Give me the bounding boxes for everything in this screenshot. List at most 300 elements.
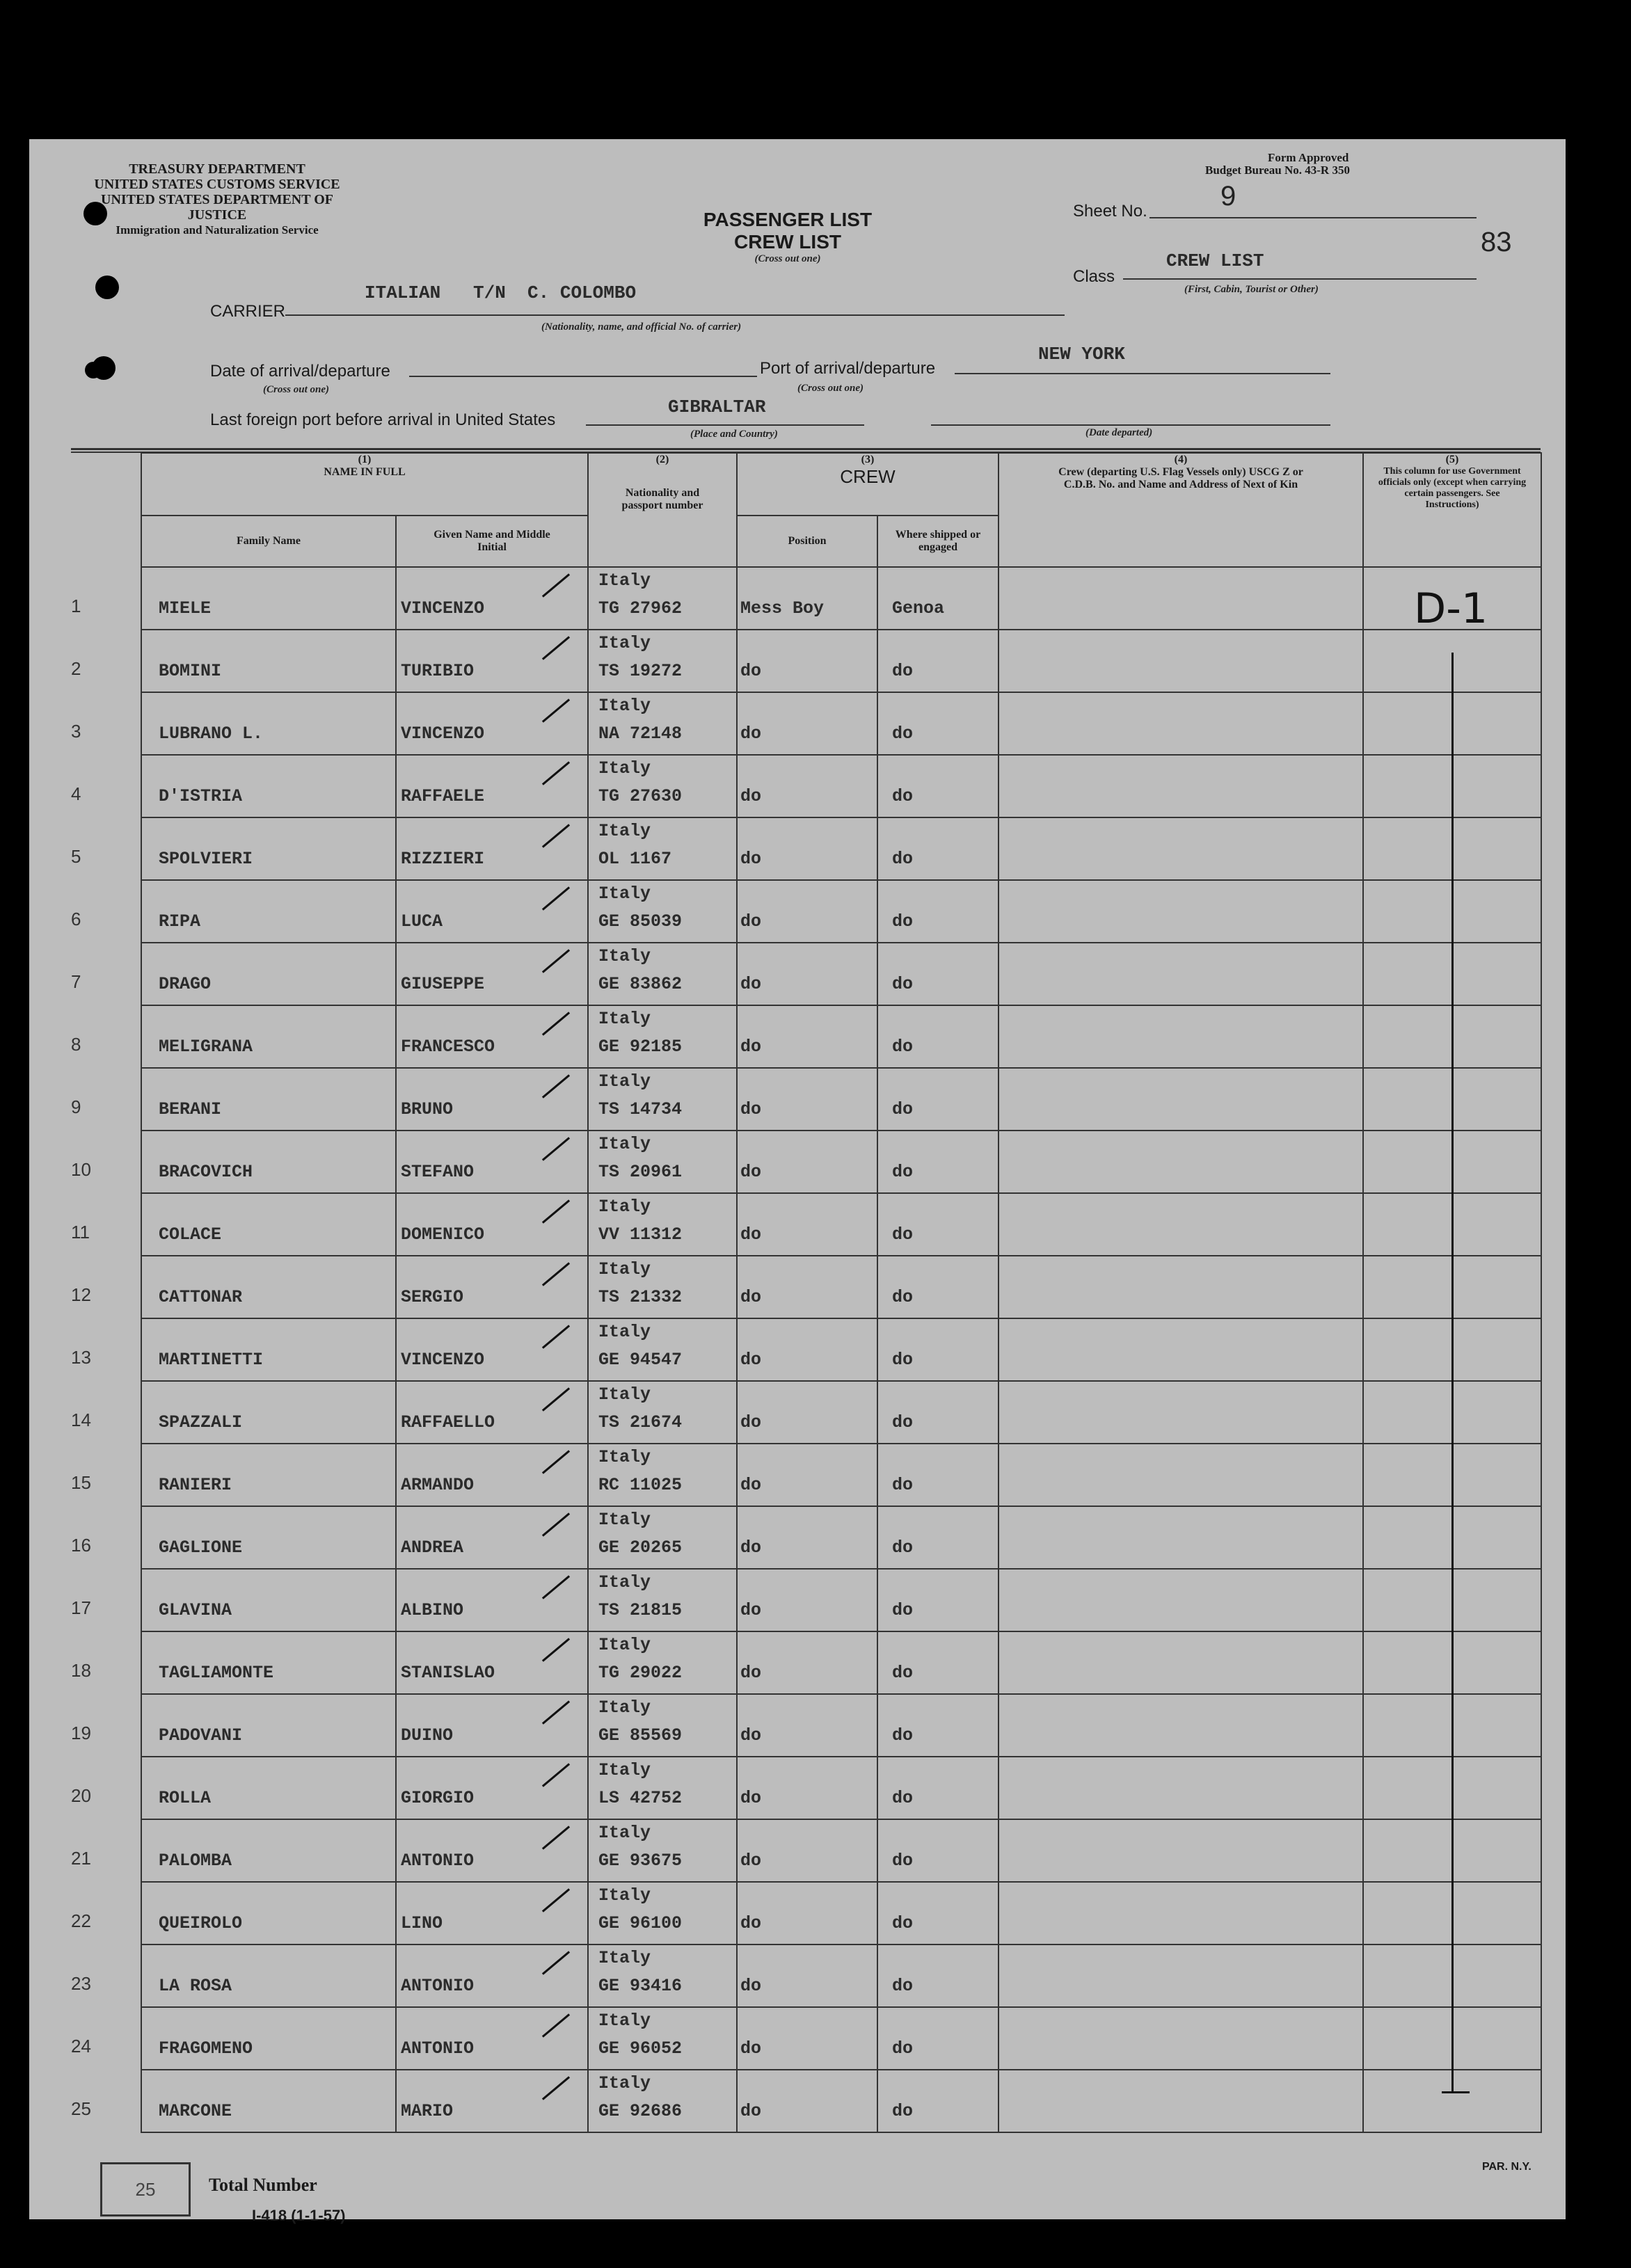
- family-name: RIPA: [159, 911, 201, 932]
- family-name-cell: [71, 1944, 396, 2007]
- sheet-label: Sheet No.: [1073, 202, 1147, 221]
- nationality: Italy: [598, 1322, 651, 1342]
- table-row: [141, 1318, 1541, 1381]
- position-cell: [737, 1193, 877, 1256]
- table-row: [141, 2070, 1541, 2132]
- check-mark-icon: [542, 1325, 570, 1348]
- last-port-value: GIBRALTAR: [668, 397, 766, 417]
- position-cell: [737, 692, 877, 755]
- family-name-cell: [71, 692, 396, 755]
- nationality-cell: [588, 1944, 737, 2007]
- check-mark-icon: [542, 2013, 570, 2037]
- table-row: [141, 630, 1541, 692]
- given-name: DOMENICO: [401, 1224, 485, 1245]
- carrier-note: (Nationality, name, and official No. of carrier): [541, 321, 742, 333]
- where-shipped-cell: [877, 1882, 999, 1944]
- check-mark-icon: [542, 636, 570, 660]
- where-shipped-cell: [877, 1193, 999, 1256]
- position: do: [740, 1350, 762, 1370]
- nationality: Italy: [598, 2073, 651, 2093]
- column-4-number: (4): [1174, 454, 1188, 465]
- position-cell: [737, 630, 877, 692]
- family-name-cell: [71, 2007, 396, 2070]
- nationality: Italy: [598, 821, 651, 841]
- where-shipped: do: [892, 786, 914, 806]
- check-mark-icon: [542, 1262, 570, 1286]
- family-name: LUBRANO L.: [159, 724, 264, 744]
- family-name: CATTONAR: [159, 1287, 243, 1307]
- family-name: BERANI: [159, 1099, 222, 1119]
- column-3-header: [737, 453, 999, 516]
- where-shipped: do: [892, 1725, 914, 1746]
- position: do: [740, 911, 762, 932]
- row-number: 3: [71, 721, 81, 742]
- position: do: [740, 1162, 762, 1182]
- passport-number: GE 93416: [598, 1976, 683, 1996]
- annotation-line: [1451, 653, 1454, 2093]
- agency-line-3: UNITED STATES DEPARTMENT OF JUSTICE: [101, 192, 333, 223]
- where-shipped-cell: [877, 943, 999, 1005]
- arrival-note: (Cross out one): [263, 384, 330, 395]
- given-name: TURIBIO: [401, 661, 475, 681]
- arrival-label: Date of arrival/departure: [210, 362, 390, 381]
- given-name: DUINO: [401, 1725, 454, 1746]
- nationality-cell: [588, 880, 737, 943]
- form-approved-line-2: Budget Bureau No. 43-R 350: [1205, 163, 1350, 177]
- where-shipped-cell: [877, 630, 999, 692]
- title-crew-list: CREW LIST: [734, 231, 841, 253]
- table-row: [141, 1882, 1541, 1944]
- column-4-header: [999, 453, 1363, 567]
- nationality-cell: [588, 567, 737, 630]
- nationality-cell: [588, 2070, 737, 2132]
- family-name-header: Family Name: [141, 516, 396, 567]
- nationality: Italy: [598, 1760, 651, 1780]
- passport-number: TS 19272: [598, 661, 683, 681]
- nationality: Italy: [598, 696, 651, 716]
- position: do: [740, 661, 762, 681]
- nationality-cell: [588, 1569, 737, 1631]
- row-number: 20: [71, 1785, 91, 1806]
- date-departed-note: (Date departed): [1085, 427, 1153, 438]
- position: do: [740, 1412, 762, 1432]
- class-note: (First, Cabin, Tourist or Other): [1184, 284, 1319, 295]
- row-number: 9: [71, 1096, 81, 1117]
- family-name-cell: [71, 943, 396, 1005]
- nationality: Italy: [598, 633, 651, 653]
- family-name: RANIERI: [159, 1475, 232, 1495]
- position-cell: [737, 1131, 877, 1193]
- family-name-cell: [71, 1193, 396, 1256]
- next-of-kin-cell: [999, 692, 1363, 755]
- given-name-header: Given Name and Middle Initial: [396, 516, 588, 567]
- nationality-cell: [588, 1506, 737, 1569]
- column-1-title: NAME IN FULL: [324, 466, 406, 478]
- row-number: 23: [71, 1973, 91, 1994]
- column-5-header: [1363, 453, 1541, 567]
- family-name-cell: [71, 1256, 396, 1318]
- passport-number: TS 21674: [598, 1412, 683, 1432]
- row-number: 7: [71, 971, 81, 992]
- family-name: BOMINI: [159, 661, 222, 681]
- position: do: [740, 1851, 762, 1871]
- given-name: RAFFAELE: [401, 786, 485, 806]
- passport-number: OL 1167: [598, 849, 672, 869]
- where-shipped-cell: [877, 1631, 999, 1694]
- port-value: NEW YORK: [1038, 344, 1125, 365]
- column-1-number: (1): [358, 454, 372, 465]
- where-shipped: do: [892, 1162, 914, 1182]
- check-mark-icon: [542, 1700, 570, 1724]
- form-title: [655, 209, 920, 265]
- given-name-cell: [396, 692, 588, 755]
- family-name: SPAZZALI: [159, 1412, 243, 1432]
- family-name: PADOVANI: [159, 1725, 243, 1746]
- row-number: 8: [71, 1034, 81, 1055]
- column-2-title: Nationality and passport number: [621, 487, 703, 511]
- row-number: 16: [71, 1535, 91, 1556]
- position-cell: [737, 2070, 877, 2132]
- where-shipped: do: [892, 1350, 914, 1370]
- given-name: RAFFAELLO: [401, 1412, 495, 1432]
- check-mark-icon: [542, 1012, 570, 1035]
- next-of-kin-cell: [999, 1005, 1363, 1068]
- where-shipped-cell: [877, 1569, 999, 1631]
- family-name: DRAGO: [159, 974, 212, 994]
- where-shipped-cell: [877, 1381, 999, 1444]
- row-number: 5: [71, 846, 81, 867]
- given-name-cell: [396, 1569, 588, 1631]
- agency-line-1: TREASURY DEPARTMENT: [129, 161, 305, 177]
- table-row: [141, 1005, 1541, 1068]
- passport-number: TG 29022: [598, 1663, 683, 1683]
- next-of-kin-cell: [999, 880, 1363, 943]
- check-mark-icon: [542, 824, 570, 847]
- next-of-kin-cell: [999, 1819, 1363, 1882]
- table-row: [141, 1631, 1541, 1694]
- total-number-label: Total Number: [209, 2175, 317, 2195]
- where-shipped: do: [892, 1913, 914, 1933]
- table-row: [141, 943, 1541, 1005]
- position-cell: [737, 1757, 877, 1819]
- nationality: Italy: [598, 1071, 651, 1092]
- nationality-cell: [588, 1005, 737, 1068]
- where-shipped-cell: [877, 1068, 999, 1131]
- where-shipped: do: [892, 661, 914, 681]
- given-name: ALBINO: [401, 1600, 464, 1620]
- given-name-cell: [396, 630, 588, 692]
- check-mark-icon: [542, 1951, 570, 1974]
- where-shipped: do: [892, 1538, 914, 1558]
- row-number: 17: [71, 1597, 91, 1618]
- row-number: 22: [71, 1910, 91, 1931]
- passport-number: GE 96052: [598, 2038, 683, 2059]
- table-row: [141, 567, 1541, 630]
- where-shipped-cell: [877, 1944, 999, 2007]
- check-mark-icon: [542, 1826, 570, 1849]
- family-name: LA ROSA: [159, 1976, 232, 1996]
- given-name: ANTONIO: [401, 1851, 475, 1871]
- nationality-cell: [588, 1882, 737, 1944]
- family-name-cell: [71, 630, 396, 692]
- agency-header: [78, 161, 356, 238]
- next-of-kin-cell: [999, 1506, 1363, 1569]
- position: do: [740, 1788, 762, 1808]
- where-shipped-cell: [877, 2007, 999, 2070]
- row-number: 19: [71, 1723, 91, 1743]
- passport-number: GE 92686: [598, 2101, 683, 2121]
- position-cell: [737, 1068, 877, 1131]
- check-mark-icon: [542, 886, 570, 910]
- nationality: Italy: [598, 1885, 651, 1906]
- last-port-note: (Place and Country): [690, 429, 778, 440]
- next-of-kin-cell: [999, 2070, 1363, 2132]
- given-name-cell: [396, 1506, 588, 1569]
- given-name: GIUSEPPE: [401, 974, 485, 994]
- printer-mark: PAR. N.Y.: [1482, 2161, 1531, 2173]
- table-row: [141, 692, 1541, 755]
- family-name-cell: [71, 880, 396, 943]
- class-value: CREW LIST: [1166, 250, 1264, 271]
- given-name-cell: [396, 1694, 588, 1757]
- nationality: Italy: [598, 946, 651, 966]
- check-mark-icon: [542, 1387, 570, 1411]
- check-mark-icon: [542, 1638, 570, 1661]
- last-port-label: Last foreign port before arrival in United States: [210, 410, 556, 429]
- table-row: [141, 2007, 1541, 2070]
- next-of-kin-cell: [999, 943, 1363, 1005]
- where-shipped: do: [892, 974, 914, 994]
- nationality-cell: [588, 1631, 737, 1694]
- table-row: [141, 1944, 1541, 2007]
- where-shipped: do: [892, 849, 914, 869]
- column-2-header: [588, 453, 737, 567]
- family-name: GAGLIONE: [159, 1538, 243, 1558]
- where-shipped-cell: [877, 880, 999, 943]
- where-shipped-cell: [877, 1444, 999, 1506]
- next-of-kin-cell: [999, 1569, 1363, 1631]
- check-mark-icon: [542, 1575, 570, 1599]
- position: do: [740, 1913, 762, 1933]
- punch-hole-2: [95, 275, 119, 299]
- passport-number: VV 11312: [598, 1224, 683, 1245]
- total-number-box: 25: [100, 2162, 191, 2217]
- position: do: [740, 1600, 762, 1620]
- row-number: 11: [71, 1222, 90, 1243]
- nationality-cell: [588, 2007, 737, 2070]
- family-name-cell: [71, 2070, 396, 2132]
- position: do: [740, 974, 762, 994]
- position-cell: [737, 1256, 877, 1318]
- where-shipped: do: [892, 724, 914, 744]
- next-of-kin-cell: [999, 1444, 1363, 1506]
- nationality-cell: [588, 630, 737, 692]
- passport-number: GE 96100: [598, 1913, 683, 1933]
- passport-number: RC 11025: [598, 1475, 683, 1495]
- table-row: [141, 1444, 1541, 1506]
- nationality: Italy: [598, 1009, 651, 1029]
- where-shipped-cell: [877, 1318, 999, 1381]
- next-of-kin-cell: [999, 1694, 1363, 1757]
- nationality: Italy: [598, 1134, 651, 1154]
- passport-number: GE 20265: [598, 1538, 683, 1558]
- passport-number: GE 94547: [598, 1350, 683, 1370]
- where-shipped: do: [892, 1475, 914, 1495]
- table-row: [141, 1256, 1541, 1318]
- nationality-cell: [588, 1131, 737, 1193]
- family-name-cell: [71, 755, 396, 817]
- family-name-cell: [71, 817, 396, 880]
- table-row: [141, 1068, 1541, 1131]
- where-shipped: do: [892, 1663, 914, 1683]
- check-mark-icon: [542, 1137, 570, 1160]
- passport-number: TG 27962: [598, 598, 683, 618]
- nationality: Italy: [598, 570, 651, 591]
- given-name-cell: [396, 943, 588, 1005]
- row-number: 18: [71, 1660, 91, 1681]
- family-name-cell: [71, 1005, 396, 1068]
- where-shipped: do: [892, 1037, 914, 1057]
- given-name-cell: [396, 1256, 588, 1318]
- where-shipped: do: [892, 2101, 914, 2121]
- next-of-kin-cell: [999, 630, 1363, 692]
- check-mark-icon: [542, 1512, 570, 1536]
- where-shipped: do: [892, 1412, 914, 1432]
- family-name: BRACOVICH: [159, 1162, 253, 1182]
- nationality-cell: [588, 943, 737, 1005]
- family-name: COLACE: [159, 1224, 222, 1245]
- position: do: [740, 1976, 762, 1996]
- position: do: [740, 1099, 762, 1119]
- nationality-cell: [588, 1757, 737, 1819]
- family-name: MARTINETTI: [159, 1350, 264, 1370]
- nationality: Italy: [598, 758, 651, 778]
- sheet-value: 9: [1220, 181, 1236, 211]
- nationality-cell: [588, 1444, 737, 1506]
- column-3-number: (3): [861, 454, 875, 465]
- position-cell: [737, 1694, 877, 1757]
- given-name: VINCENZO: [401, 724, 485, 744]
- family-name: ROLLA: [159, 1788, 212, 1808]
- given-name-cell: [396, 817, 588, 880]
- where-shipped-cell: [877, 692, 999, 755]
- row-number: 4: [71, 783, 81, 804]
- nationality-cell: [588, 1819, 737, 1882]
- position: do: [740, 724, 762, 744]
- given-name: GIORGIO: [401, 1788, 475, 1808]
- passport-number: TG 27630: [598, 786, 683, 806]
- family-name: SPOLVIERI: [159, 849, 253, 869]
- nationality: Italy: [598, 1197, 651, 1217]
- family-name-cell: [71, 567, 396, 630]
- family-name: FRAGOMENO: [159, 2038, 253, 2059]
- where-shipped: Genoa: [892, 598, 945, 618]
- given-name: MARIO: [401, 2101, 454, 2121]
- where-shipped-cell: [877, 1256, 999, 1318]
- where-shipped-cell: [877, 1131, 999, 1193]
- table-row: [141, 755, 1541, 817]
- carrier-label: CARRIER: [210, 302, 286, 321]
- next-of-kin-cell: [999, 1631, 1363, 1694]
- where-shipped-cell: [877, 567, 999, 630]
- row-number: 1: [71, 596, 81, 616]
- given-name-cell: [396, 1444, 588, 1506]
- class-label: Class: [1073, 267, 1115, 286]
- row-number: 10: [71, 1159, 91, 1180]
- crew-list-form: [29, 139, 1566, 2224]
- family-name: D'ISTRIA: [159, 786, 243, 806]
- next-of-kin-cell: [999, 1193, 1363, 1256]
- table-row: [141, 880, 1541, 943]
- given-name: SERGIO: [401, 1287, 464, 1307]
- check-mark-icon: [542, 1199, 570, 1223]
- where-shipped: do: [892, 1788, 914, 1808]
- position-header: Position: [737, 516, 877, 567]
- family-name-cell: [71, 1694, 396, 1757]
- row-number: 15: [71, 1472, 91, 1493]
- title-passenger-list: PASSENGER LIST: [703, 209, 873, 230]
- punch-hole-4: [85, 362, 102, 378]
- position-cell: [737, 2007, 877, 2070]
- row-number: 14: [71, 1409, 91, 1430]
- given-name-cell: [396, 2070, 588, 2132]
- family-name: MIELE: [159, 598, 212, 618]
- where-shipped-header: Where shipped or engaged: [877, 516, 999, 567]
- nationality-cell: [588, 692, 737, 755]
- family-name-cell: [71, 1381, 396, 1444]
- check-mark-icon: [542, 2076, 570, 2100]
- check-mark-icon: [542, 1074, 570, 1098]
- check-mark-icon: [542, 1450, 570, 1474]
- passport-number: NA 72148: [598, 724, 683, 744]
- where-shipped-cell: [877, 755, 999, 817]
- given-name: ANTONIO: [401, 1976, 475, 1996]
- given-name-cell: [396, 880, 588, 943]
- given-name-cell: [396, 1318, 588, 1381]
- given-name-cell: [396, 1131, 588, 1193]
- nationality: Italy: [598, 1572, 651, 1592]
- port-note: (Cross out one): [797, 383, 864, 394]
- where-shipped-cell: [877, 1819, 999, 1882]
- table-row: [141, 1757, 1541, 1819]
- position: do: [740, 2038, 762, 2059]
- nationality: Italy: [598, 1823, 651, 1843]
- port-label: Port of arrival/departure: [760, 359, 936, 378]
- family-name-cell: [71, 1819, 396, 1882]
- crew-table: [71, 452, 1542, 2133]
- nationality-cell: [588, 1068, 737, 1131]
- check-mark-icon: [542, 573, 570, 597]
- where-shipped-cell: [877, 1694, 999, 1757]
- given-name-cell: [396, 1193, 588, 1256]
- check-mark-icon: [542, 1888, 570, 1912]
- given-name: ANDREA: [401, 1538, 464, 1558]
- nationality: Italy: [598, 1635, 651, 1655]
- position-cell: [737, 567, 877, 630]
- where-shipped: do: [892, 1600, 914, 1620]
- check-mark-icon: [542, 1763, 570, 1787]
- family-name-cell: [71, 1631, 396, 1694]
- next-of-kin-cell: [999, 1318, 1363, 1381]
- row-number: 2: [71, 658, 81, 679]
- given-name-cell: [396, 1882, 588, 1944]
- given-name-cell: [396, 1381, 588, 1444]
- position: do: [740, 1224, 762, 1245]
- form-approved-line-1: Form Approved: [1268, 151, 1349, 164]
- nationality: Italy: [598, 2011, 651, 2031]
- position-cell: [737, 1944, 877, 2007]
- position-cell: [737, 755, 877, 817]
